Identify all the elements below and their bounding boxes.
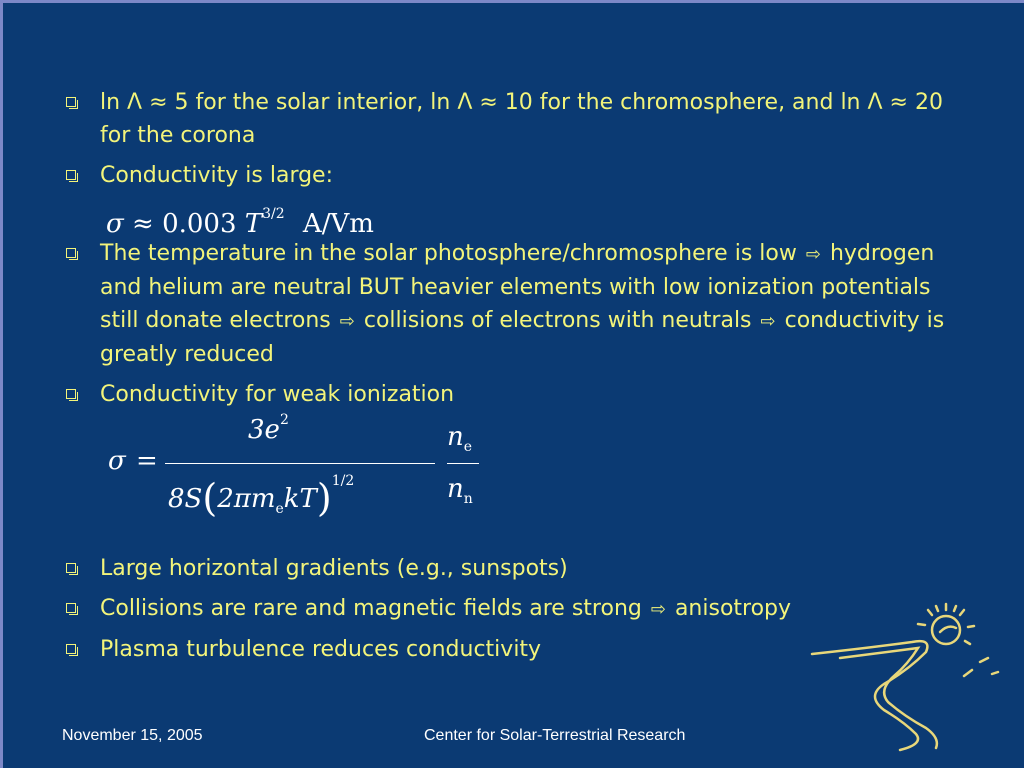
eq2-equals: = xyxy=(136,446,158,476)
eq2-sigma: σ xyxy=(108,446,126,476)
bullet-gradients xyxy=(60,552,960,585)
bullet-text: Conductivity is large: xyxy=(100,163,334,188)
square-bullet-icon xyxy=(66,389,76,399)
bullet-list xyxy=(60,86,960,673)
eq-unit: A/Vm xyxy=(302,209,374,239)
bullet-text: Large horizontal gradients (e.g., sunspots) xyxy=(100,556,568,581)
bullet-coulomb-log xyxy=(60,86,960,152)
eq-temperature: T xyxy=(244,209,263,239)
square-bullet-icon xyxy=(66,563,76,573)
bullet-text: ln Λ ≈ 5 for the solar interior, ln Λ ≈ 10 for the chromosphere, and ln Λ ≈ 20 for the corona xyxy=(100,90,943,148)
eq-exponent: 3/2 xyxy=(262,206,285,222)
square-bullet-icon xyxy=(66,644,76,654)
bullet-text-2: hydrogen and helium are neutral BUT heavier elements with low ionization potentials still donate electrons xyxy=(100,241,935,333)
right-arrow-icon: ⇨ xyxy=(339,311,355,332)
square-bullet-icon xyxy=(66,248,76,258)
bullet-text-4: conductivity is greatly reduced xyxy=(100,308,945,367)
eq2-numerator: $3e^2$ xyxy=(248,412,289,445)
bullet-text-3: collisions of electrons with neutrals xyxy=(363,308,752,333)
eq2-ratio-numerator: $n_e$ xyxy=(447,422,473,455)
right-arrow-icon: ⇨ xyxy=(805,244,821,265)
footer-date: November 15, 2005 xyxy=(62,727,203,744)
eq-sigma: σ xyxy=(106,209,124,239)
sun-road-logo xyxy=(808,598,1008,756)
bullet-text: Conductivity for weak ionization xyxy=(100,382,455,407)
right-arrow-icon: ⇨ xyxy=(650,599,666,620)
square-bullet-icon xyxy=(66,603,76,613)
footer-organization: Center for Solar-Terrestrial Research xyxy=(424,727,686,744)
right-arrow-icon: ⇨ xyxy=(760,311,776,332)
square-bullet-icon xyxy=(66,170,76,180)
conductivity-equation xyxy=(60,195,960,237)
eq-coef: 0.003 xyxy=(162,209,237,239)
weak-ionization-equation xyxy=(60,412,960,538)
bullet-weak-ionization xyxy=(60,378,960,411)
eq-approx: ≈ xyxy=(132,209,154,239)
eq2-ratio-denominator: $n_n$ xyxy=(447,474,473,507)
bullet-temperature xyxy=(60,237,960,371)
bullet-conductivity-large xyxy=(60,159,960,192)
bullet-text-1: The temperature in the solar photosphere/chromosphere is low xyxy=(100,241,797,266)
eq2-denominator: $8S(2\pi m_ekT)^{1/2}$ xyxy=(168,473,355,520)
bullet-text-1: Collisions are rare and magnetic fields are strong xyxy=(100,596,642,621)
eq2-fraction-bar xyxy=(165,463,435,464)
bullet-text: Plasma turbulence reduces conductivity xyxy=(100,637,542,662)
eq2-ratio-bar xyxy=(447,463,479,464)
bullet-text-2: anisotropy xyxy=(674,596,792,621)
square-bullet-icon xyxy=(66,97,76,107)
